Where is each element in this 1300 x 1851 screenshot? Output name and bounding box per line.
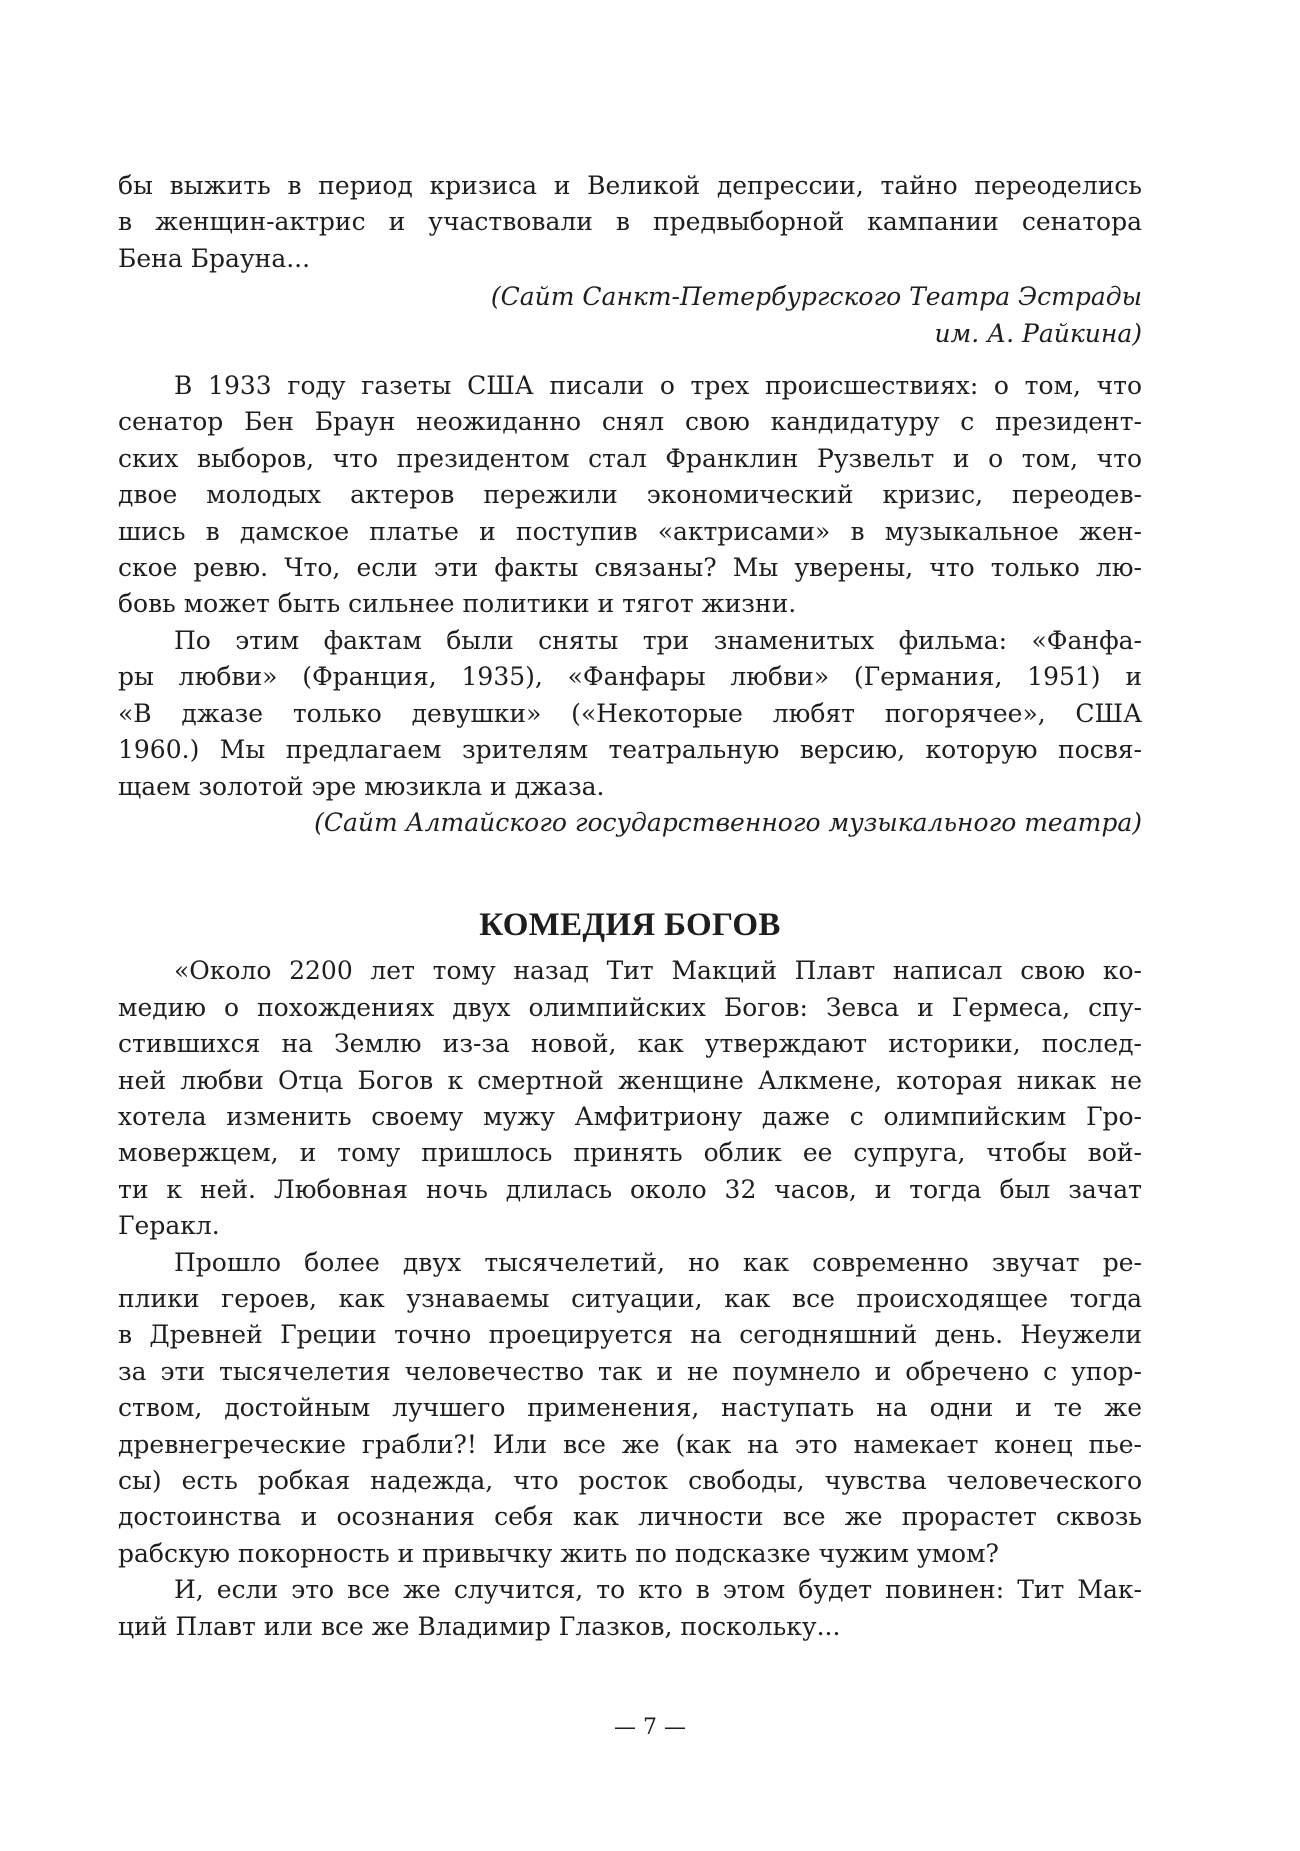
text-line: Бена Брауна... — [118, 243, 311, 273]
text-line: древнегреческие грабли?! Или все же (как на это намекает конец пье- — [118, 1429, 1142, 1459]
paragraph-1933 — [118, 368, 1142, 623]
paragraph-conclusion — [118, 1572, 1142, 1645]
text-line: мовержцем, и тому пришлось принять облик ее супруга, чтобы вой- — [118, 1138, 1142, 1168]
text-line: И, если это все же случится, то кто в этом будет повинен: Тит Мак- — [174, 1575, 1142, 1605]
source-citation-theatre-estrady — [118, 279, 1142, 352]
text-line: «В джазе только девушки» («Некоторые любят погорячее», США — [118, 698, 1142, 728]
paragraph-text — [118, 953, 1142, 1244]
text-line: В 1933 году газеты США писали о трех происшествиях: о том, что — [174, 371, 1142, 401]
text-line: ций Плавт или все же Владимир Глазков, поскольку... — [118, 1611, 841, 1641]
text-line: сенатор Бен Браун неожиданно снял свою кандидатуру с президент- — [118, 407, 1142, 437]
paragraph-text — [118, 1572, 1142, 1645]
text-line: стившихся на Землю из-за новой, как утверждают историки, послед- — [118, 1029, 1142, 1059]
text-line: ти к ней. Любовная ночь длилась около 32 часов, и тогда был зачат — [118, 1174, 1142, 1204]
text-line: в женщин-актрис и участвовали в предвыборной кампании сенатора — [118, 207, 1142, 237]
text-line: ское ревю. Что, если эти факты связаны? Мы уверены, что только лю- — [118, 553, 1142, 583]
text-line: за эти тысячелетия человечество так и не поумнело и обречено с упор- — [118, 1356, 1142, 1386]
text-line: «Около 2200 лет тому назад Тит Макций Плавт написал свою ко- — [174, 956, 1142, 986]
intro-paragraph — [118, 168, 1142, 277]
text-line: в Древней Греции точно проецируется на сегодняшний день. Неужели — [118, 1320, 1142, 1350]
text-line: щаем золотой эре мюзикла и джаза. — [118, 771, 605, 801]
text-line: достоинства и осознания себя как личности все же прорастет сквозь — [118, 1502, 1142, 1532]
text-line: 1960.) Мы предлагаем зрителям театральную версию, которую посвя- — [118, 735, 1142, 765]
citation-line: (Сайт Алтайского государственного музыкального театра) — [314, 807, 1142, 837]
paragraph-text — [118, 368, 1142, 623]
section-title: КОМЕДИЯ БОГОВ — [479, 907, 781, 944]
intro-text — [118, 168, 1142, 277]
text-line: шись в дамское платье и поступив «актрисами» в музыкальное жен- — [118, 516, 1142, 546]
text-line: сы) есть робкая надежда, что росток свободы, чувства человеческого — [118, 1466, 1142, 1495]
paragraph-text — [118, 623, 1142, 805]
text-line: По этим фактам были сняты три знаменитых фильма: «Фанфа- — [174, 625, 1142, 655]
text-line: рабскую покорность и привычку жить по подсказке чужим умом? — [118, 1538, 999, 1568]
citation-line: им. А. Райкина) — [934, 318, 1142, 348]
text-line: плики героев, как узнаваемы ситуации, как все происходящее тогда — [118, 1283, 1142, 1313]
text-line: бовь может быть сильнее политики и тягот жизни. — [118, 589, 797, 619]
paragraph-films — [118, 623, 1142, 805]
text-line: хотела изменить своему мужу Амфитриону даже с олимпийским Гро- — [118, 1101, 1142, 1131]
text-line: Прошло более двух тысячелетий, но как современно звучат ре- — [174, 1247, 1142, 1277]
text-line: ских выборов, что президентом стал Франклин Рузвельт и о том, что — [118, 443, 1142, 473]
text-line: ством, достойным лучшего применения, наступать на одни и те же — [118, 1393, 1142, 1423]
page-number: — 7 — — [614, 1715, 686, 1740]
paragraph-millennia — [118, 1245, 1142, 1573]
source-citation-altai-theatre — [118, 805, 1142, 841]
citation-line: (Сайт Санкт-Петербургского Театра Эстрады — [490, 282, 1142, 312]
text-line: бы выжить в период кризиса и Великой депрессии, тайно переоделись — [118, 171, 1142, 200]
paragraph-text — [118, 1245, 1142, 1573]
text-line: ней любви Отца Богов к смертной женщине Алкмене, которая никак не — [118, 1065, 1142, 1095]
text-line: ры любви» (Франция, 1935), «Фанфары любви» (Германия, 1951) и — [118, 662, 1142, 692]
text-line: двое молодых актеров пережили экономический кризис, переодев- — [118, 480, 1142, 510]
paragraph-plautus — [118, 953, 1142, 1244]
page-content — [118, 168, 1142, 1645]
text-line: медию о похождениях двух олимпийских Богов: Зевса и Гермеса, спу- — [118, 992, 1142, 1022]
text-line: Геракл. — [118, 1211, 220, 1241]
